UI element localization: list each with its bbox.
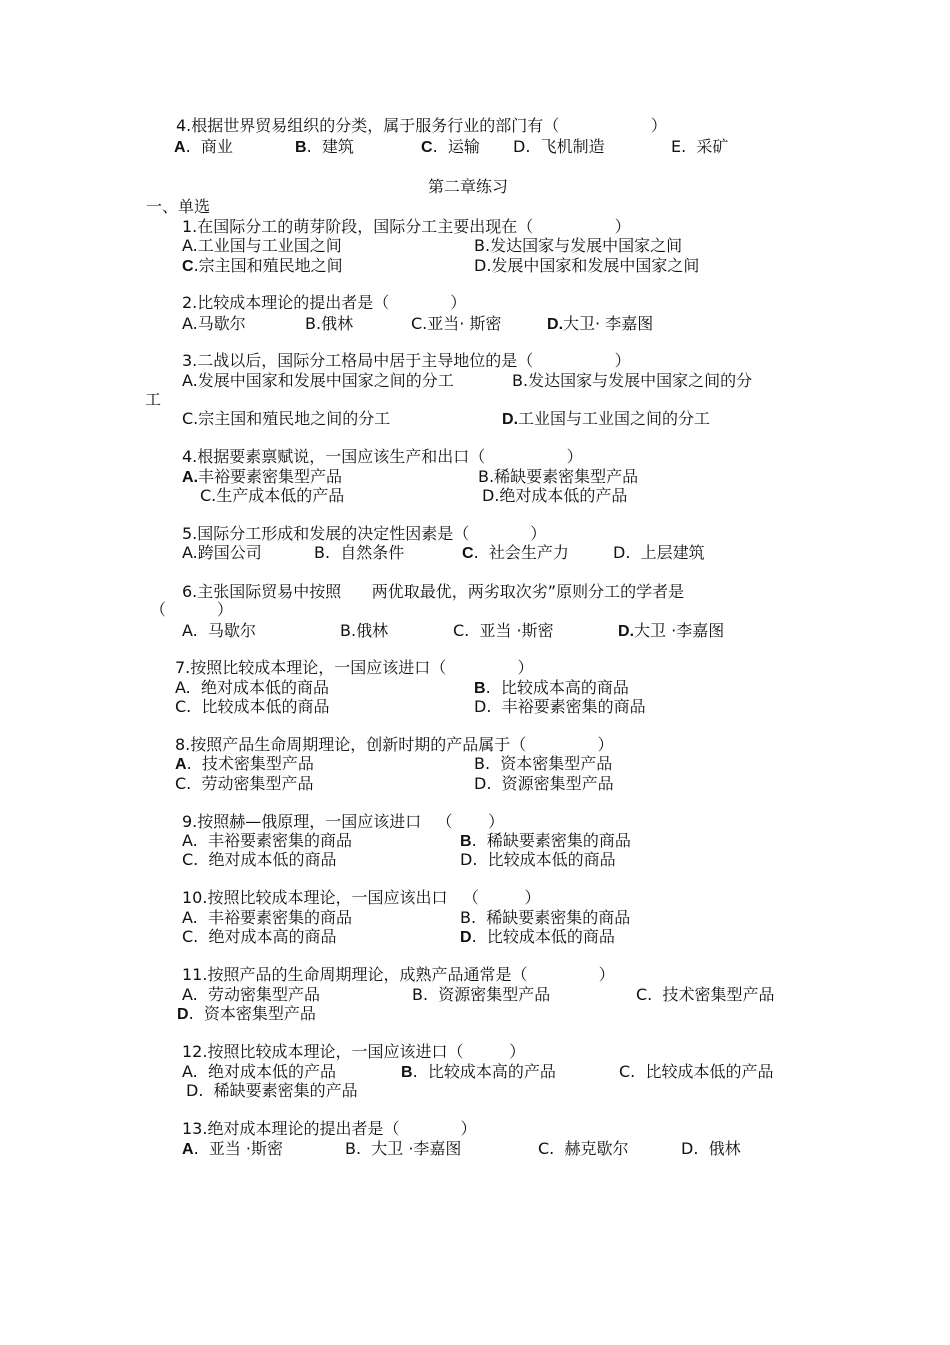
option-c: C. 绝对成本高的商品 <box>182 927 337 946</box>
option-d: D. 资源密集型产品 <box>474 774 614 793</box>
option-c: C.生产成本低的产品 <box>200 486 345 505</box>
option-a: A.丰裕要素密集型产品 <box>182 467 343 486</box>
option-d: D.工业国与工业国之间的分工 <box>502 409 711 428</box>
question-stem: 3.二战以后，国际分工格局中居于主导地位的是（ ） <box>182 351 631 370</box>
question-stem-continued: （ ） <box>150 600 233 619</box>
option-b: B. 比较成本高的产品 <box>401 1062 556 1081</box>
option-a: A.跨国公司 <box>182 543 262 562</box>
option-b: B. 资本密集型产品 <box>474 754 613 773</box>
question-stem: 7.按照比较成本理论，一国应该进口（ ） <box>175 658 534 677</box>
option-a: A.发展中国家和发展中国家之间的分工 <box>182 371 454 390</box>
option-b: B.俄林 <box>340 621 389 640</box>
question-stem: 12.按照比较成本理论，一国应该进口（ ） <box>182 1042 526 1061</box>
option-d: D.大卫 ·李嘉图 <box>618 621 725 640</box>
option-b: B. 建筑 <box>295 137 354 156</box>
question-stem: 2.比较成本理论的提出者是（ ） <box>182 293 467 312</box>
option-a: A. 亚当 ·斯密 <box>182 1139 284 1158</box>
option-b: B. 稀缺要素密集的商品 <box>460 908 631 927</box>
option-d: D. 飞机制造 <box>513 137 605 156</box>
option-b: B.俄林 <box>305 314 354 333</box>
question-stem: 11.按照产品的生命周期理论，成熟产品通常是（ ） <box>182 965 615 984</box>
question-stem: 6.主张国际贸易中按照 两优取最优，两劣取次劣”原则分工的学者是 <box>182 582 685 601</box>
option-c: C. 比较成本低的产品 <box>619 1062 774 1081</box>
option-d: D. 俄林 <box>681 1139 741 1158</box>
option-c: C. 社会生产力 <box>462 543 569 562</box>
option-c: C. 比较成本低的商品 <box>175 697 330 716</box>
option-d: D. 丰裕要素密集的商品 <box>474 697 646 716</box>
question-stem: 4.根据世界贸易组织的分类，属于服务行业的部门有（ ） <box>176 116 667 135</box>
option-a: A. 劳动密集型产品 <box>182 985 320 1004</box>
option-a: A.马歇尔 <box>182 314 246 333</box>
option-d: D. 比较成本低的商品 <box>460 850 616 869</box>
option-c: C. 赫克歇尔 <box>538 1139 629 1158</box>
option-b: B.发达国家与发展中国家之间的分 <box>512 371 753 390</box>
question-stem: 5.国际分工形成和发展的决定性因素是（ ） <box>182 524 547 543</box>
option-c: C.宗主国和殖民地之间 <box>182 256 343 275</box>
option-c: C.亚当· 斯密 <box>411 314 502 333</box>
option-a: A. 商业 <box>174 137 233 156</box>
question-stem: 13.绝对成本理论的提出者是（ ） <box>182 1119 477 1138</box>
option-a: A. 丰裕要素密集的商品 <box>182 908 352 927</box>
option-e: E. 采矿 <box>671 137 729 156</box>
option-c: C.宗主国和殖民地之间的分工 <box>182 409 391 428</box>
option-d: D. 比较成本低的商品 <box>460 927 615 946</box>
option-b: B. 大卫 ·李嘉图 <box>345 1139 462 1158</box>
option-c: C. 运输 <box>421 137 480 156</box>
option-c: C. 亚当 ·斯密 <box>453 621 554 640</box>
option-a: A. 丰裕要素密集的商品 <box>182 831 352 850</box>
option-a: A.工业国与工业国之间 <box>182 236 342 255</box>
option-d: D.大卫· 李嘉图 <box>547 314 654 333</box>
option-a: A. 技术密集型产品 <box>175 754 314 773</box>
option-b: B. 比较成本高的商品 <box>474 678 629 697</box>
option-b: B. 资源密集型产品 <box>412 985 551 1004</box>
option-b: B.稀缺要素密集型产品 <box>478 467 639 486</box>
question-stem: 4.根据要素禀赋说，一国应该生产和出口（ ） <box>182 447 583 466</box>
question-stem: 8.按照产品生命周期理论，创新时期的产品属于（ ） <box>175 735 614 754</box>
option-d: D. 资本密集型产品 <box>177 1004 316 1023</box>
option-c: C. 劳动密集型产品 <box>175 774 314 793</box>
option-b: B. 稀缺要素密集的商品 <box>460 831 631 850</box>
option-a: A. 马歇尔 <box>182 621 256 640</box>
option-a: A. 绝对成本低的商品 <box>175 678 329 697</box>
section-title: 一、单选 <box>146 197 211 216</box>
option-d: D. 上层建筑 <box>613 543 705 562</box>
option-a: A. 绝对成本低的产品 <box>182 1062 336 1081</box>
wrapped-text: 工 <box>145 390 162 409</box>
chapter-title: 第二章练习 <box>428 177 509 196</box>
question-stem: 9.按照赫—俄原理，一国应该进口 （ ） <box>182 812 505 831</box>
option-b: B.发达国家与发展中国家之间 <box>474 236 683 255</box>
option-c: C. 技术密集型产品 <box>636 985 775 1004</box>
option-d: D.发展中国家和发展中国家之间 <box>474 256 700 275</box>
option-b: B. 自然条件 <box>314 543 405 562</box>
question-stem: 1.在国际分工的萌芽阶段，国际分工主要出现在（ ） <box>182 217 631 236</box>
option-d: D.绝对成本低的产品 <box>482 486 628 505</box>
question-stem: 10.按照比较成本理论，一国应该出口 （ ） <box>182 888 541 907</box>
option-c: C. 绝对成本低的商品 <box>182 850 337 869</box>
option-d: D. 稀缺要素密集的产品 <box>186 1081 358 1100</box>
